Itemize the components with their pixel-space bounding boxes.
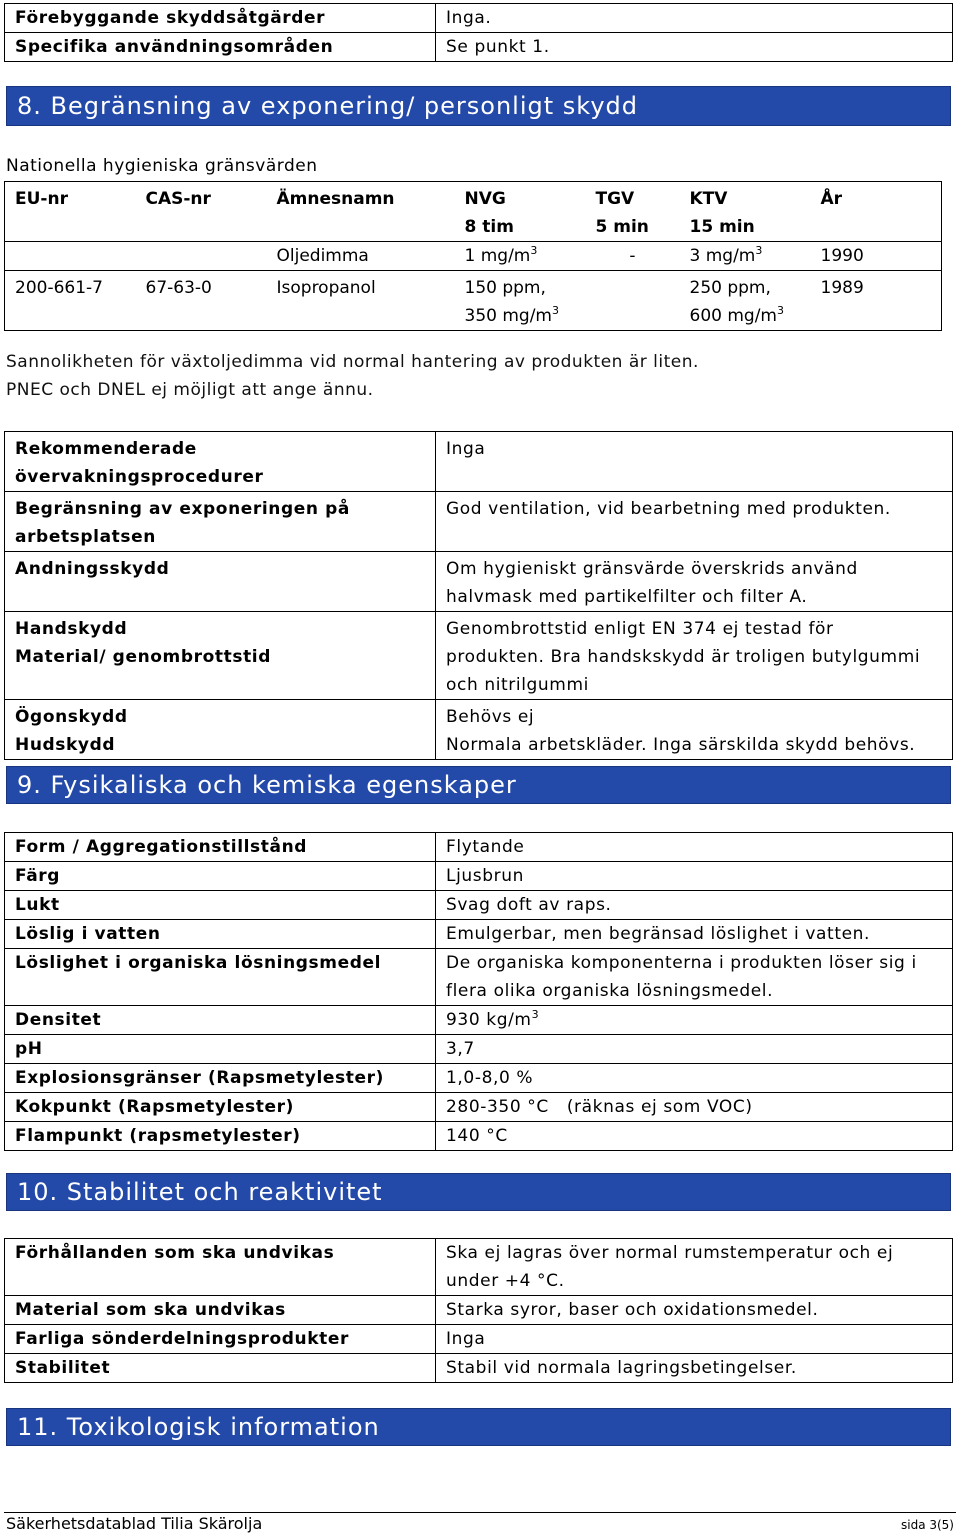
prop-value-organic-2: flera olika organiska lösningsmedel.	[446, 981, 774, 1001]
prot-value-eye: Behövs ej	[446, 707, 535, 727]
footer-page-number: sida 3(5)	[900, 1518, 954, 1532]
row1-eu	[5, 242, 136, 271]
row2-nvg	[455, 271, 586, 331]
oel-table	[4, 181, 942, 331]
stab-label-stability: Stabilitet	[5, 1354, 436, 1383]
prot-label-eye-skin	[5, 700, 436, 760]
row2-nvg-sup: 3	[552, 304, 559, 317]
prop-label-odor: Lukt	[5, 891, 436, 920]
prop-value-color: Ljusbrun	[436, 862, 953, 891]
stability-table	[4, 1238, 953, 1383]
prop-value-density	[436, 1006, 953, 1035]
header-tgv-time: 5 min	[595, 217, 649, 237]
top-table	[4, 3, 953, 62]
section-8-title: 8. Begränsning av exponering/ personligt skydd	[17, 92, 639, 120]
prop-label-organic: Löslighet i organiska lösningsmedel	[5, 949, 436, 1006]
prop-label-boiling: Kokpunkt (Rapsmetylester)	[5, 1093, 436, 1122]
prot-label-hand-2: Material/ genombrottstid	[15, 647, 272, 667]
prot-label-hand	[5, 612, 436, 700]
properties-table	[4, 832, 953, 1151]
stab-value-stability: Stabil vid normala lagringsbetingelser.	[436, 1354, 953, 1383]
prot-label-exposure	[5, 492, 436, 552]
section-11-header	[6, 1408, 951, 1446]
prop-value-ph: 3,7	[436, 1035, 953, 1064]
prop-label-ph: pH	[5, 1035, 436, 1064]
prot-label-skin: Hudskydd	[15, 735, 116, 755]
header-ktv-label: KTV	[689, 189, 728, 209]
row2-ktv-mg-value: 600 mg/m	[689, 306, 777, 326]
footer-rule	[4, 1512, 956, 1513]
protection-table	[4, 431, 953, 760]
prop-value-density-sup: 3	[531, 1008, 540, 1021]
header-year: År	[811, 182, 942, 242]
prot-label-monitoring	[5, 432, 436, 492]
prot-value-skin: Normala arbetskläder. Inga särskilda skydd behövs.	[446, 735, 916, 755]
stab-value-conditions-2: under +4 °C.	[446, 1271, 565, 1291]
prop-value-form: Flytande	[436, 833, 953, 862]
oel-subtitle: Nationella hygieniska gränsvärden	[6, 156, 318, 176]
section-10-header	[6, 1173, 951, 1211]
row1-ktv-value: 3 mg/m	[689, 246, 756, 266]
prot-label-hand-1: Handskydd	[15, 619, 128, 639]
row2-year: 1989	[811, 271, 942, 331]
prot-label-eye: Ögonskydd	[15, 707, 128, 727]
stab-label-conditions: Förhållanden som ska undvikas	[5, 1239, 436, 1296]
header-tgv-label: TGV	[595, 189, 635, 209]
header-cas: CAS-nr	[136, 182, 267, 242]
row2-ktv-mg	[690, 302, 801, 330]
prot-value-respiratory-1: Om hygieniskt gränsvärde överskrids använd	[446, 559, 858, 579]
stab-value-conditions-1: Ska ej lagras över normal rumstemperatur och ej	[446, 1243, 894, 1263]
prot-value-eye-skin	[436, 700, 953, 760]
prot-value-respiratory-2: halvmask med partikelfilter och filter A.	[446, 587, 808, 607]
section-8-header	[6, 86, 951, 126]
value-preventive: Inga.	[436, 4, 953, 33]
row2-cas: 67-63-0	[136, 271, 267, 331]
header-name: Ämnesnamn	[267, 182, 455, 242]
prop-label-density: Densitet	[5, 1006, 436, 1035]
header-eu: EU-nr	[5, 182, 136, 242]
row2-nvg-ppm: 150 ppm,	[464, 278, 546, 298]
row1-nvg	[455, 242, 586, 271]
row1-tgv: -	[586, 242, 680, 271]
row1-nvg-value: 1 mg/m	[464, 246, 531, 266]
row2-nvg-mg-value: 350 mg/m	[464, 306, 552, 326]
row1-name: Oljedimma	[267, 242, 455, 271]
note-pnec: PNEC och DNEL ej möjligt att ange ännu.	[6, 380, 374, 400]
prop-value-organic	[436, 949, 953, 1006]
header-ktv-time: 15 min	[689, 217, 755, 237]
section-11-title: 11. Toxikologisk information	[17, 1413, 380, 1441]
label-specific-use: Specifika användningsområden	[5, 33, 436, 62]
prot-value-hand-1: Genombrottstid enligt EN 374 ej testad för	[446, 619, 834, 639]
row1-cas	[136, 242, 267, 271]
prot-label-monitoring-1: Rekommenderade	[15, 439, 197, 459]
prop-value-boiling: 280-350 °C (räknas ej som VOC)	[436, 1093, 953, 1122]
prop-label-explosion: Explosionsgränser (Rapsmetylester)	[5, 1064, 436, 1093]
prop-label-water: Löslig i vatten	[5, 920, 436, 949]
stab-label-decomp: Farliga sönderdelningsprodukter	[5, 1325, 436, 1354]
header-nvg-label: NVG	[464, 189, 506, 209]
prop-value-organic-1: De organiska komponenterna i produkten löser sig i	[446, 953, 917, 973]
header-ktv	[680, 182, 811, 242]
prot-label-respiratory: Andningsskydd	[5, 552, 436, 612]
prot-value-respiratory	[436, 552, 953, 612]
row1-ktv-sup: 3	[755, 244, 763, 257]
section-10-title: 10. Stabilitet och reaktivitet	[17, 1178, 383, 1206]
row2-ktv-ppm: 250 ppm,	[689, 278, 771, 298]
stab-value-decomp: Inga	[436, 1325, 953, 1354]
prop-value-odor: Svag doft av raps.	[436, 891, 953, 920]
prot-label-exposure-1: Begränsning av exponeringen på	[15, 499, 350, 519]
stab-value-materials: Starka syror, baser och oxidationsmedel.	[436, 1296, 953, 1325]
stab-value-conditions	[436, 1239, 953, 1296]
prop-value-explosion: 1,0-8,0 %	[436, 1064, 953, 1093]
prop-label-form: Form / Aggregationstillstånd	[5, 833, 436, 862]
prop-value-density-num: 930 kg/m	[446, 1010, 532, 1030]
prop-value-water: Emulgerbar, men begränsad löslighet i vatten.	[436, 920, 953, 949]
stab-label-materials: Material som ska undvikas	[5, 1296, 436, 1325]
header-nvg	[455, 182, 586, 242]
label-preventive: Förebyggande skyddsåtgärder	[5, 4, 436, 33]
prot-value-hand-3: och nitrilgummi	[446, 675, 589, 695]
section-9-header	[6, 766, 951, 804]
prot-value-hand-2: produkten. Bra handskskydd är troligen butylgummi	[446, 647, 921, 667]
prot-value-exposure: God ventilation, vid bearbetning med produkten.	[436, 492, 953, 552]
header-nvg-time: 8 tim	[464, 217, 514, 237]
prop-label-color: Färg	[5, 862, 436, 891]
row2-name: Isopropanol	[267, 271, 455, 331]
row2-tgv	[586, 271, 680, 331]
prot-value-monitoring: Inga	[436, 432, 953, 492]
section-9-title: 9. Fysikaliska och kemiska egenskaper	[17, 771, 517, 799]
row1-year: 1990	[811, 242, 942, 271]
row2-eu: 200-661-7	[5, 271, 136, 331]
prot-label-exposure-2: arbetsplatsen	[15, 527, 156, 547]
note-mist: Sannolikheten för växtoljedimma vid normal hantering av produkten är liten.	[6, 352, 699, 372]
value-specific-use: Se punkt 1.	[436, 33, 953, 62]
prot-label-monitoring-2: övervakningsprocedurer	[15, 467, 264, 487]
row2-ktv-sup: 3	[777, 304, 784, 317]
row2-nvg-mg	[465, 302, 576, 330]
prop-label-flash: Flampunkt (rapsmetylester)	[5, 1122, 436, 1151]
header-tgv	[586, 182, 680, 242]
row1-nvg-sup: 3	[530, 244, 538, 257]
prot-value-hand	[436, 612, 953, 700]
footer-doc-title: Säkerhetsdatablad Tilia Skärolja	[6, 1514, 263, 1533]
row2-ktv	[680, 271, 811, 331]
row1-ktv	[680, 242, 811, 271]
prop-value-flash: 140 °C	[436, 1122, 953, 1151]
